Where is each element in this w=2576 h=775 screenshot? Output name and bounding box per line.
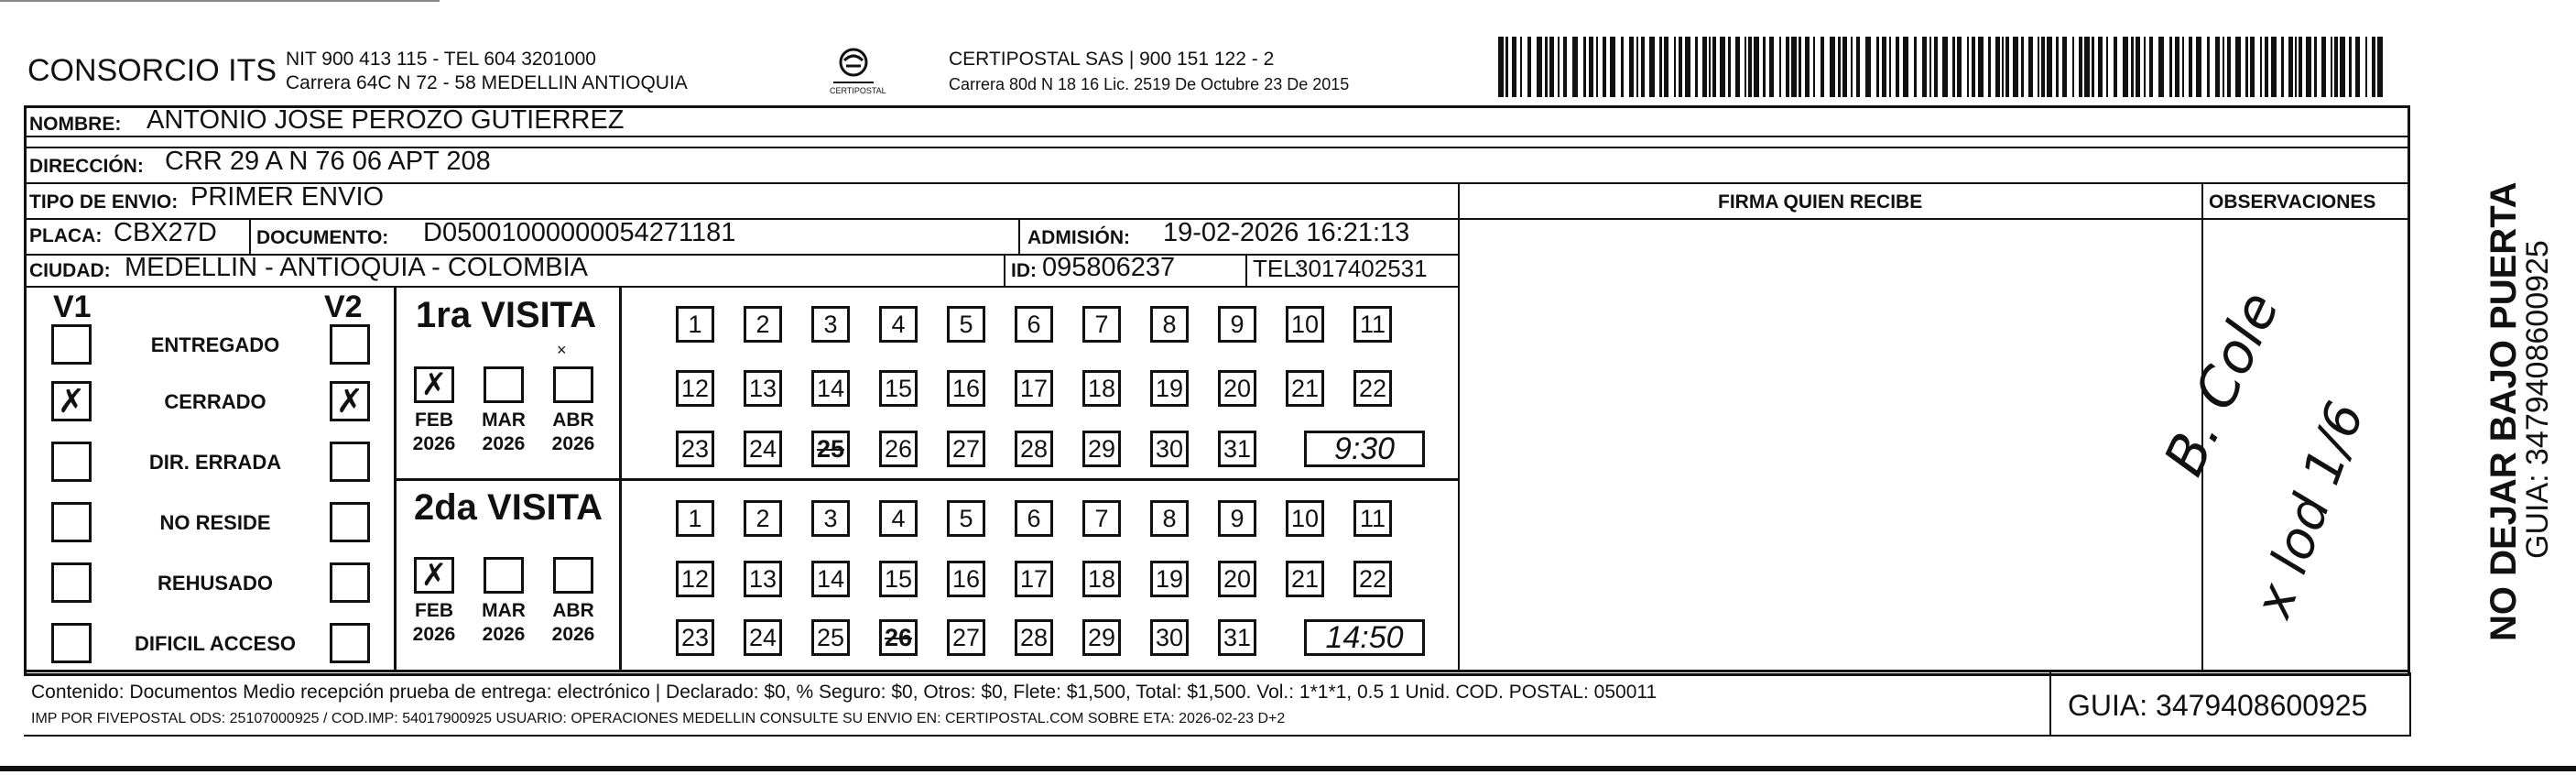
day-box[interactable]: 21 <box>1286 561 1324 597</box>
day-box[interactable]: 12 <box>676 561 714 597</box>
ciudad-value: MEDELLIN - ANTIOQUIA - COLOMBIA <box>125 253 588 282</box>
day-box[interactable]: 5 <box>947 306 985 343</box>
day-box[interactable]: 9 <box>1218 306 1256 343</box>
day-box[interactable]: 20 <box>1218 561 1256 597</box>
observaciones-handwriting-2: x lod 1/6 <box>2244 394 2376 626</box>
day-box[interactable]: 29 <box>1082 431 1121 467</box>
day-box[interactable]: 22 <box>1353 561 1392 597</box>
day-box[interactable]: 18 <box>1082 370 1121 407</box>
day-box[interactable]: 31 <box>1218 431 1256 467</box>
company-name: CONSORCIO ITS <box>27 53 277 88</box>
month-label: FEB <box>415 600 453 621</box>
month-checkbox-feb[interactable]: ✗ <box>414 366 454 403</box>
day-box[interactable]: 15 <box>879 370 918 407</box>
day-box[interactable]: 13 <box>744 370 782 407</box>
day-box[interactable]: 19 <box>1150 370 1189 407</box>
reason-v2-checkbox[interactable] <box>330 623 370 663</box>
tipo-envio-label: TIPO DE ENVIO: <box>29 191 179 213</box>
tel-label: TEL: <box>1253 255 1303 282</box>
day-box[interactable]: 16 <box>947 561 985 597</box>
day-box[interactable]: 23 <box>676 431 714 467</box>
reason-v1-checkbox[interactable]: ✗ <box>51 381 92 421</box>
day-box[interactable]: 17 <box>1015 561 1053 597</box>
month-year: 2026 <box>412 624 456 645</box>
reason-v2-checkbox[interactable] <box>330 562 370 603</box>
day-box[interactable]: 16 <box>947 370 985 407</box>
day-box[interactable]: 4 <box>879 500 918 537</box>
day-box[interactable]: 5 <box>947 500 985 537</box>
month-checkbox-abr[interactable] <box>553 557 593 594</box>
day-box[interactable]: 15 <box>879 561 918 597</box>
day-box[interactable]: 2 <box>744 500 782 537</box>
day-box[interactable]: 1 <box>676 500 714 537</box>
day-box[interactable]: 24 <box>744 619 782 656</box>
reason-v1-checkbox[interactable] <box>51 324 92 365</box>
month-year: 2026 <box>551 433 595 454</box>
day-box[interactable]: 21 <box>1286 370 1324 407</box>
month-checkbox-mar[interactable] <box>484 557 524 594</box>
day-box[interactable]: 13 <box>744 561 782 597</box>
documento-value: D05001000000054271181 <box>423 218 736 247</box>
carrier-name: CERTIPOSTAL SAS | 900 151 122 - 2 <box>949 49 1275 70</box>
v1-header: V1 <box>53 289 92 324</box>
placa-label: PLACA: <box>29 225 103 246</box>
reason-label: NO RESIDE <box>159 511 271 534</box>
no-dejar-note: NO DEJAR BAJO PUERTA <box>2484 181 2524 641</box>
firma-label: FIRMA QUIEN RECIBE <box>1718 191 1923 213</box>
tel-value: 3017402531 <box>1295 255 1428 282</box>
day-box[interactable]: 25 <box>811 619 850 656</box>
reason-label: DIFICIL ACCESO <box>134 632 296 655</box>
ciudad-label: CIUDAD: <box>29 260 111 281</box>
day-box[interactable]: 30 <box>1150 619 1189 656</box>
side-guia: GUIA: 3479408600925 <box>2520 240 2555 559</box>
reason-v1-checkbox[interactable] <box>51 623 92 663</box>
visit2-title: 2da VISITA <box>414 487 603 528</box>
month-checkbox-mar[interactable] <box>484 366 524 403</box>
stray-mark: × <box>557 341 567 359</box>
month-year: 2026 <box>482 433 526 454</box>
footer-box-right <box>2409 672 2411 737</box>
tipo-envio-value: PRIMER ENVIO <box>190 182 385 212</box>
visit1-title: 1ra VISITA <box>416 295 597 335</box>
day-box[interactable]: 11 <box>1353 306 1392 343</box>
month-year: 2026 <box>551 624 595 645</box>
company-address: Carrera 64C N 72 - 58 MEDELLIN ANTIOQUIA <box>286 72 688 93</box>
footer-guia: GUIA: 3479408600925 <box>2068 689 2368 722</box>
day-box[interactable]: 28 <box>1015 431 1053 467</box>
admision-label: ADMISIÓN: <box>1027 227 1130 248</box>
day-box[interactable]: 7 <box>1082 306 1121 343</box>
day-box[interactable]: 14 <box>811 561 850 597</box>
day-box[interactable]: 8 <box>1150 306 1189 343</box>
day-box[interactable]: 18 <box>1082 561 1121 597</box>
day-box[interactable]: 4 <box>879 306 918 343</box>
month-label: FEB <box>415 409 453 431</box>
month-label: MAR <box>482 409 526 431</box>
month-checkbox-feb[interactable]: ✗ <box>414 557 454 594</box>
barcode <box>1498 37 2386 97</box>
placa-value: CBX27D <box>114 218 217 247</box>
month-label: MAR <box>482 600 526 621</box>
day-box[interactable]: 26 <box>879 431 918 467</box>
day-box[interactable]: 9 <box>1218 500 1256 537</box>
v2-header: V2 <box>324 289 363 324</box>
day-box[interactable]: 14 <box>811 370 850 407</box>
nombre-label: NOMBRE: <box>29 114 122 135</box>
reason-v2-checkbox[interactable] <box>330 442 370 482</box>
certipostal-logo-text: CERTIPOSTAL <box>830 86 886 95</box>
reason-v1-checkbox[interactable] <box>51 562 92 603</box>
reason-v2-checkbox[interactable] <box>330 502 370 542</box>
direccion-value: CRR 29 A N 76 06 APT 208 <box>165 147 491 176</box>
top-rule <box>0 0 440 2</box>
reason-label: DIR. ERRADA <box>148 451 282 474</box>
day-box[interactable]: 19 <box>1150 561 1189 597</box>
id-value: 095806237 <box>1042 253 1176 282</box>
day-box[interactable]: 3 <box>811 306 850 343</box>
day-box[interactable]: 11 <box>1353 500 1392 537</box>
day-box[interactable]: 27 <box>947 619 985 656</box>
day-box[interactable]: 30 <box>1150 431 1189 467</box>
documento-label: DOCUMENTO: <box>256 227 389 248</box>
month-checkbox-abr[interactable] <box>553 366 593 403</box>
day-box[interactable]: 31 <box>1218 619 1256 656</box>
reason-v2-checkbox[interactable]: ✗ <box>330 381 370 421</box>
visit-time-box[interactable]: 14:50 <box>1304 619 1425 656</box>
company-nit: NIT 900 413 115 - TEL 604 3201000 <box>286 49 596 70</box>
reason-label: REHUSADO <box>158 572 273 595</box>
footer-line2: IMP POR FIVEPOSTAL ODS: 25107000925 / COD.IMP: 54017900925 USUARIO: OPERACIONES MEDELLIN CONSULTE SU ENVIO EN: CERTIPOSTAL.COM SOBRE ETA: 2026-02-23 D+2 <box>31 711 1286 726</box>
day-box[interactable]: 7 <box>1082 500 1121 537</box>
month-year: 2026 <box>482 624 526 645</box>
month-label: ABR <box>552 600 594 621</box>
nombre-value: ANTONIO JOSE PEROZO GUTIERREZ <box>147 105 625 135</box>
bottom-edge <box>0 766 2576 771</box>
id-label: ID: <box>1011 260 1037 281</box>
day-box[interactable]: 27 <box>947 431 985 467</box>
day-box[interactable]: 12 <box>676 370 714 407</box>
reason-label: ENTREGADO <box>150 333 280 356</box>
day-box[interactable]: 10 <box>1286 306 1324 343</box>
month-label: ABR <box>552 409 594 431</box>
carrier-address: Carrera 80d N 18 16 Lic. 2519 De Octubre 23 De 2015 <box>949 75 1350 93</box>
reason-v2-checkbox[interactable] <box>330 324 370 365</box>
day-box[interactable]: 3 <box>811 500 850 537</box>
day-box[interactable]: 24 <box>744 431 782 467</box>
day-box[interactable]: 6 <box>1015 500 1053 537</box>
day-box[interactable]: 8 <box>1150 500 1189 537</box>
day-box[interactable]: 26 <box>879 619 918 656</box>
day-box[interactable]: 29 <box>1082 619 1121 656</box>
day-box[interactable]: 22 <box>1353 370 1392 407</box>
observaciones-handwriting-1: B. Cole <box>2152 282 2292 486</box>
direccion-label: DIRECCIÓN: <box>29 156 144 177</box>
reason-v1-checkbox[interactable] <box>51 442 92 482</box>
reason-label: CERRADO <box>164 390 266 413</box>
day-box[interactable]: 23 <box>676 619 714 656</box>
day-box[interactable]: 28 <box>1015 619 1053 656</box>
day-box[interactable]: 2 <box>744 306 782 343</box>
day-box[interactable]: 25 <box>811 431 850 467</box>
day-box[interactable]: 10 <box>1286 500 1324 537</box>
month-year: 2026 <box>412 433 456 454</box>
reason-v1-checkbox[interactable] <box>51 502 92 542</box>
admision-value: 19-02-2026 16:21:13 <box>1163 218 1410 247</box>
day-box[interactable]: 1 <box>676 306 714 343</box>
footer-line1: Contenido: Documentos Medio recepción prueba de entrega: electrónico | Declarado: $0, % Seguro: $0, Otros: $0, Flete: $1,500, Total: $1,500. Vol.: 1*1*1, 0.5 1 Unid. COD. POSTAL: 050011 <box>31 682 1658 703</box>
day-box[interactable]: 17 <box>1015 370 1053 407</box>
day-box[interactable]: 20 <box>1218 370 1256 407</box>
visit-time-box[interactable]: 9:30 <box>1304 431 1425 467</box>
observaciones-label: OBSERVACIONES <box>2209 191 2376 213</box>
day-box[interactable]: 6 <box>1015 306 1053 343</box>
